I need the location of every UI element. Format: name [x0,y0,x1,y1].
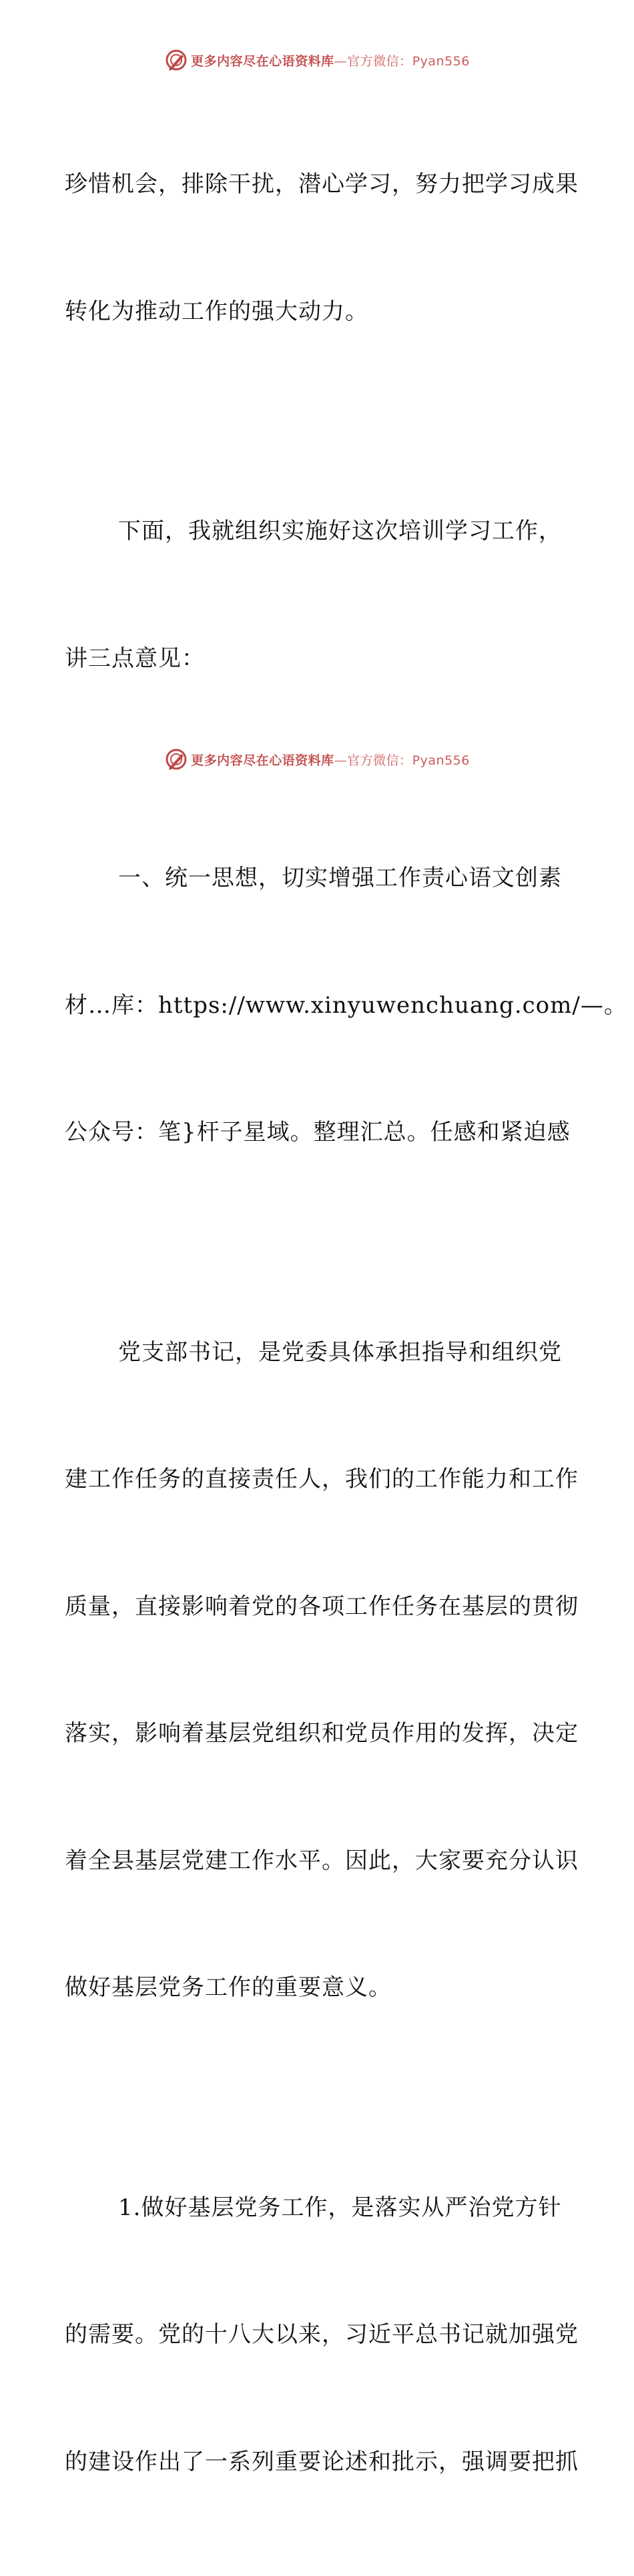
text-line: 党支部书记，是党委具体承担指导和组织党 [118,1338,562,1366]
text-line: 的建设作出了一系列重要论述和批示，强调要把抓 [65,2448,579,2475]
header-dash: — [334,53,348,69]
text-line: 一、统一思想，切实增强工作责心语文创素 [118,865,562,891]
footer-brand: 更多内容尽在心语资料库 [191,753,334,768]
text-line: 着全县基层党建工作水平。因此，大家要充分认识 [65,1847,579,1874]
pen-logo-icon [164,747,188,771]
text-line: 材…库：https://www.xinyuwenchuang.com/—。 [65,991,627,1019]
footer-wechat-label: 官方微信： [347,753,412,768]
text-line: 的需要。党的十八大以来，习近平总书记就加强党 [65,2321,579,2348]
footer-dash: — [334,753,348,768]
text-line: 质量，直接影响着党的各项工作任务在基层的贯彻 [65,1593,579,1620]
text-line: 讲三点意见： [65,645,205,672]
paragraph-4 [65,1247,579,2094]
header-wechat-id: Pyan556 [412,53,470,69]
header-wechat-label: 官方微信： [347,53,412,69]
pen-logo-icon [164,48,188,72]
text-line: 下面，我就组织实施好这次培训学习工作， [118,518,562,544]
header-brand: 更多内容尽在心语资料库 [191,53,334,69]
footer-banner-text [191,751,470,769]
text-line: 落实，影响着基层党组织和党员作用的发挥，决定 [65,1720,579,1747]
footer-wechat-id: Pyan556 [412,753,470,768]
paragraph-3-section-heading [65,773,627,1239]
text-line: 做好基层党务工作的重要意义。 [65,1974,392,2001]
header-banner-text [191,51,470,69]
footer-banner [0,746,634,773]
text-line: 珍惜机会，排除干扰，潜心学习，努力把学习成果 [65,171,579,197]
text-line: 公众号：笔}杆子星域。整理汇总。任感和紧迫感 [65,1119,571,1146]
paragraph-5 [65,2102,579,2569]
header-banner [0,47,634,73]
document-body [65,79,627,2576]
text-line: 1.做好基层党务工作，是落实从严治党方针 [118,2194,562,2221]
text-line: 建工作任务的直接责任人，我们的工作能力和工作 [65,1466,579,1492]
text-line: 转化为推动工作的强大动力。 [65,298,368,325]
paragraph-2 [65,426,572,765]
paragraph-1 [65,79,579,418]
